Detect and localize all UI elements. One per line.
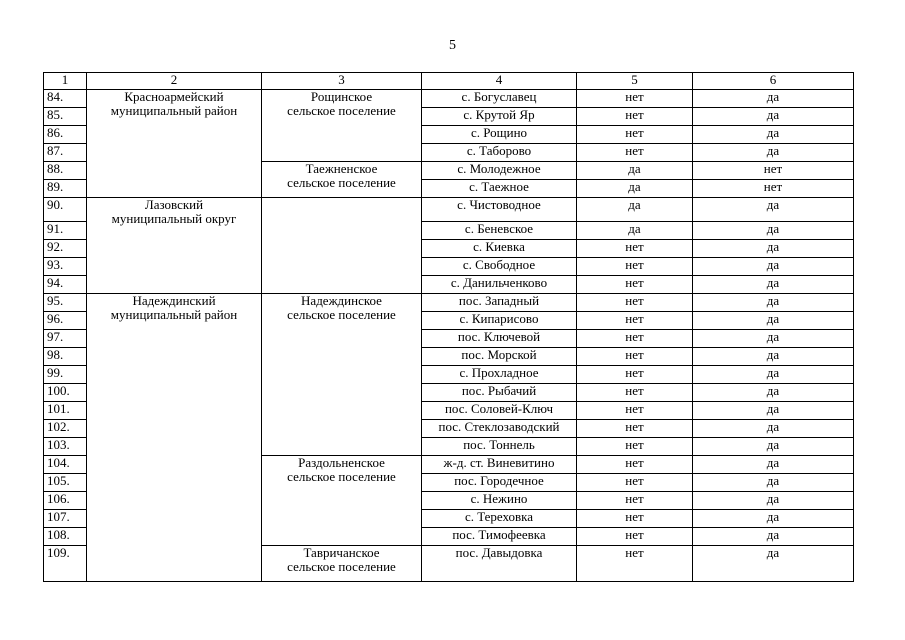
row-number: 97. xyxy=(44,330,87,348)
col5-value: да xyxy=(577,180,693,198)
col6-value: да xyxy=(693,492,854,510)
row-number: 102. xyxy=(44,420,87,438)
locality-name: ж-д. ст. Виневитино xyxy=(422,456,577,474)
locality-name: с. Чистоводное xyxy=(422,198,577,222)
locality-name: с. Кипарисово xyxy=(422,312,577,330)
locality-name: с. Беневское xyxy=(422,222,577,240)
row-number: 103. xyxy=(44,438,87,456)
settlement-name: Раздольненское сельское поселение xyxy=(262,456,422,546)
col6-value: да xyxy=(693,546,854,582)
col6-value: да xyxy=(693,528,854,546)
row-number: 85. xyxy=(44,108,87,126)
locality-name: с. Крутой Яр xyxy=(422,108,577,126)
col6-value: да xyxy=(693,366,854,384)
col6-value: да xyxy=(693,294,854,312)
col5-value: нет xyxy=(577,348,693,366)
col5-value: да xyxy=(577,198,693,222)
col6-value: да xyxy=(693,384,854,402)
locality-name: с. Прохладное xyxy=(422,366,577,384)
col5-value: да xyxy=(577,222,693,240)
row-number: 98. xyxy=(44,348,87,366)
col6-value: да xyxy=(693,330,854,348)
col6-value: да xyxy=(693,420,854,438)
col5-value: нет xyxy=(577,420,693,438)
col6-value: да xyxy=(693,90,854,108)
header-col-2: 2 xyxy=(87,73,262,90)
col6-value: да xyxy=(693,312,854,330)
col6-value: нет xyxy=(693,180,854,198)
row-number: 89. xyxy=(44,180,87,198)
header-col-4: 4 xyxy=(422,73,577,90)
col5-value: нет xyxy=(577,276,693,294)
header-col-1: 1 xyxy=(44,73,87,90)
col5-value: нет xyxy=(577,492,693,510)
locality-name: с. Таборово xyxy=(422,144,577,162)
header-row xyxy=(44,73,854,90)
col5-value: нет xyxy=(577,474,693,492)
locality-name: пос. Рыбачий xyxy=(422,384,577,402)
row-number: 87. xyxy=(44,144,87,162)
col6-value: нет xyxy=(693,162,854,180)
locality-name: с. Нежино xyxy=(422,492,577,510)
settlement-name: Рощинское сельское поселение xyxy=(262,90,422,162)
row-number: 88. xyxy=(44,162,87,180)
col5-value: нет xyxy=(577,144,693,162)
locality-name: с. Таежное xyxy=(422,180,577,198)
col5-value: нет xyxy=(577,330,693,348)
row-number: 93. xyxy=(44,258,87,276)
col6-value: да xyxy=(693,474,854,492)
col6-value: да xyxy=(693,144,854,162)
settlement-name xyxy=(262,198,422,294)
row-number: 100. xyxy=(44,384,87,402)
district-name: Лазовский муниципальный округ xyxy=(87,198,262,294)
row-number: 105. xyxy=(44,474,87,492)
row-number: 101. xyxy=(44,402,87,420)
locality-name: пос. Стеклозаводский xyxy=(422,420,577,438)
col6-value: да xyxy=(693,456,854,474)
col5-value: нет xyxy=(577,402,693,420)
row-number: 96. xyxy=(44,312,87,330)
settlement-name: Надеждинское сельское поселение xyxy=(262,294,422,456)
col5-value: да xyxy=(577,162,693,180)
col6-value: да xyxy=(693,402,854,420)
table-row xyxy=(44,90,854,108)
row-number: 94. xyxy=(44,276,87,294)
row-number: 107. xyxy=(44,510,87,528)
row-number: 84. xyxy=(44,90,87,108)
col5-value: нет xyxy=(577,528,693,546)
col5-value: нет xyxy=(577,384,693,402)
col6-value: да xyxy=(693,348,854,366)
col5-value: нет xyxy=(577,546,693,582)
row-number: 95. xyxy=(44,294,87,312)
col6-value: да xyxy=(693,108,854,126)
col5-value: нет xyxy=(577,108,693,126)
locality-name: с. Тереховка xyxy=(422,510,577,528)
page-number: 5 xyxy=(449,38,456,53)
col5-value: нет xyxy=(577,456,693,474)
col5-value: нет xyxy=(577,312,693,330)
col6-value: да xyxy=(693,258,854,276)
header-col-3: 3 xyxy=(262,73,422,90)
row-number: 99. xyxy=(44,366,87,384)
col6-value: да xyxy=(693,126,854,144)
col5-value: нет xyxy=(577,366,693,384)
row-number: 106. xyxy=(44,492,87,510)
settlement-name: Тавричанское сельское поселение xyxy=(262,546,422,582)
col6-value: да xyxy=(693,276,854,294)
table-row xyxy=(44,198,854,222)
col6-value: да xyxy=(693,240,854,258)
col6-value: да xyxy=(693,198,854,222)
locality-name: пос. Давыдовка xyxy=(422,546,577,582)
row-number: 90. xyxy=(44,198,87,222)
col5-value: нет xyxy=(577,240,693,258)
col5-value: нет xyxy=(577,126,693,144)
col5-value: нет xyxy=(577,258,693,276)
district-name: Надеждинский муниципальный район xyxy=(87,294,262,582)
locality-name: с. Киевка xyxy=(422,240,577,258)
locality-name: с. Данильченково xyxy=(422,276,577,294)
district-name: Красноармейский муниципальный район xyxy=(87,90,262,198)
settlements-table xyxy=(43,72,854,582)
row-number: 108. xyxy=(44,528,87,546)
col6-value: да xyxy=(693,222,854,240)
col5-value: нет xyxy=(577,90,693,108)
header-col-5: 5 xyxy=(577,73,693,90)
table-row xyxy=(44,294,854,312)
col5-value: нет xyxy=(577,510,693,528)
locality-name: с. Рощино xyxy=(422,126,577,144)
locality-name: пос. Морской xyxy=(422,348,577,366)
col6-value: да xyxy=(693,510,854,528)
settlement-name: Таежненское сельское поселение xyxy=(262,162,422,198)
locality-name: пос. Тоннель xyxy=(422,438,577,456)
locality-name: с. Свободное xyxy=(422,258,577,276)
row-number: 109. xyxy=(44,546,87,582)
row-number: 91. xyxy=(44,222,87,240)
locality-name: с. Богуславец xyxy=(422,90,577,108)
col5-value: нет xyxy=(577,294,693,312)
header-col-6: 6 xyxy=(693,73,854,90)
col5-value: нет xyxy=(577,438,693,456)
locality-name: пос. Соловей-Ключ xyxy=(422,402,577,420)
row-number: 86. xyxy=(44,126,87,144)
row-number: 92. xyxy=(44,240,87,258)
locality-name: пос. Тимофеевка xyxy=(422,528,577,546)
locality-name: пос. Западный xyxy=(422,294,577,312)
row-number: 104. xyxy=(44,456,87,474)
locality-name: с. Молодежное xyxy=(422,162,577,180)
locality-name: пос. Ключевой xyxy=(422,330,577,348)
locality-name: пос. Городечное xyxy=(422,474,577,492)
col6-value: да xyxy=(693,438,854,456)
